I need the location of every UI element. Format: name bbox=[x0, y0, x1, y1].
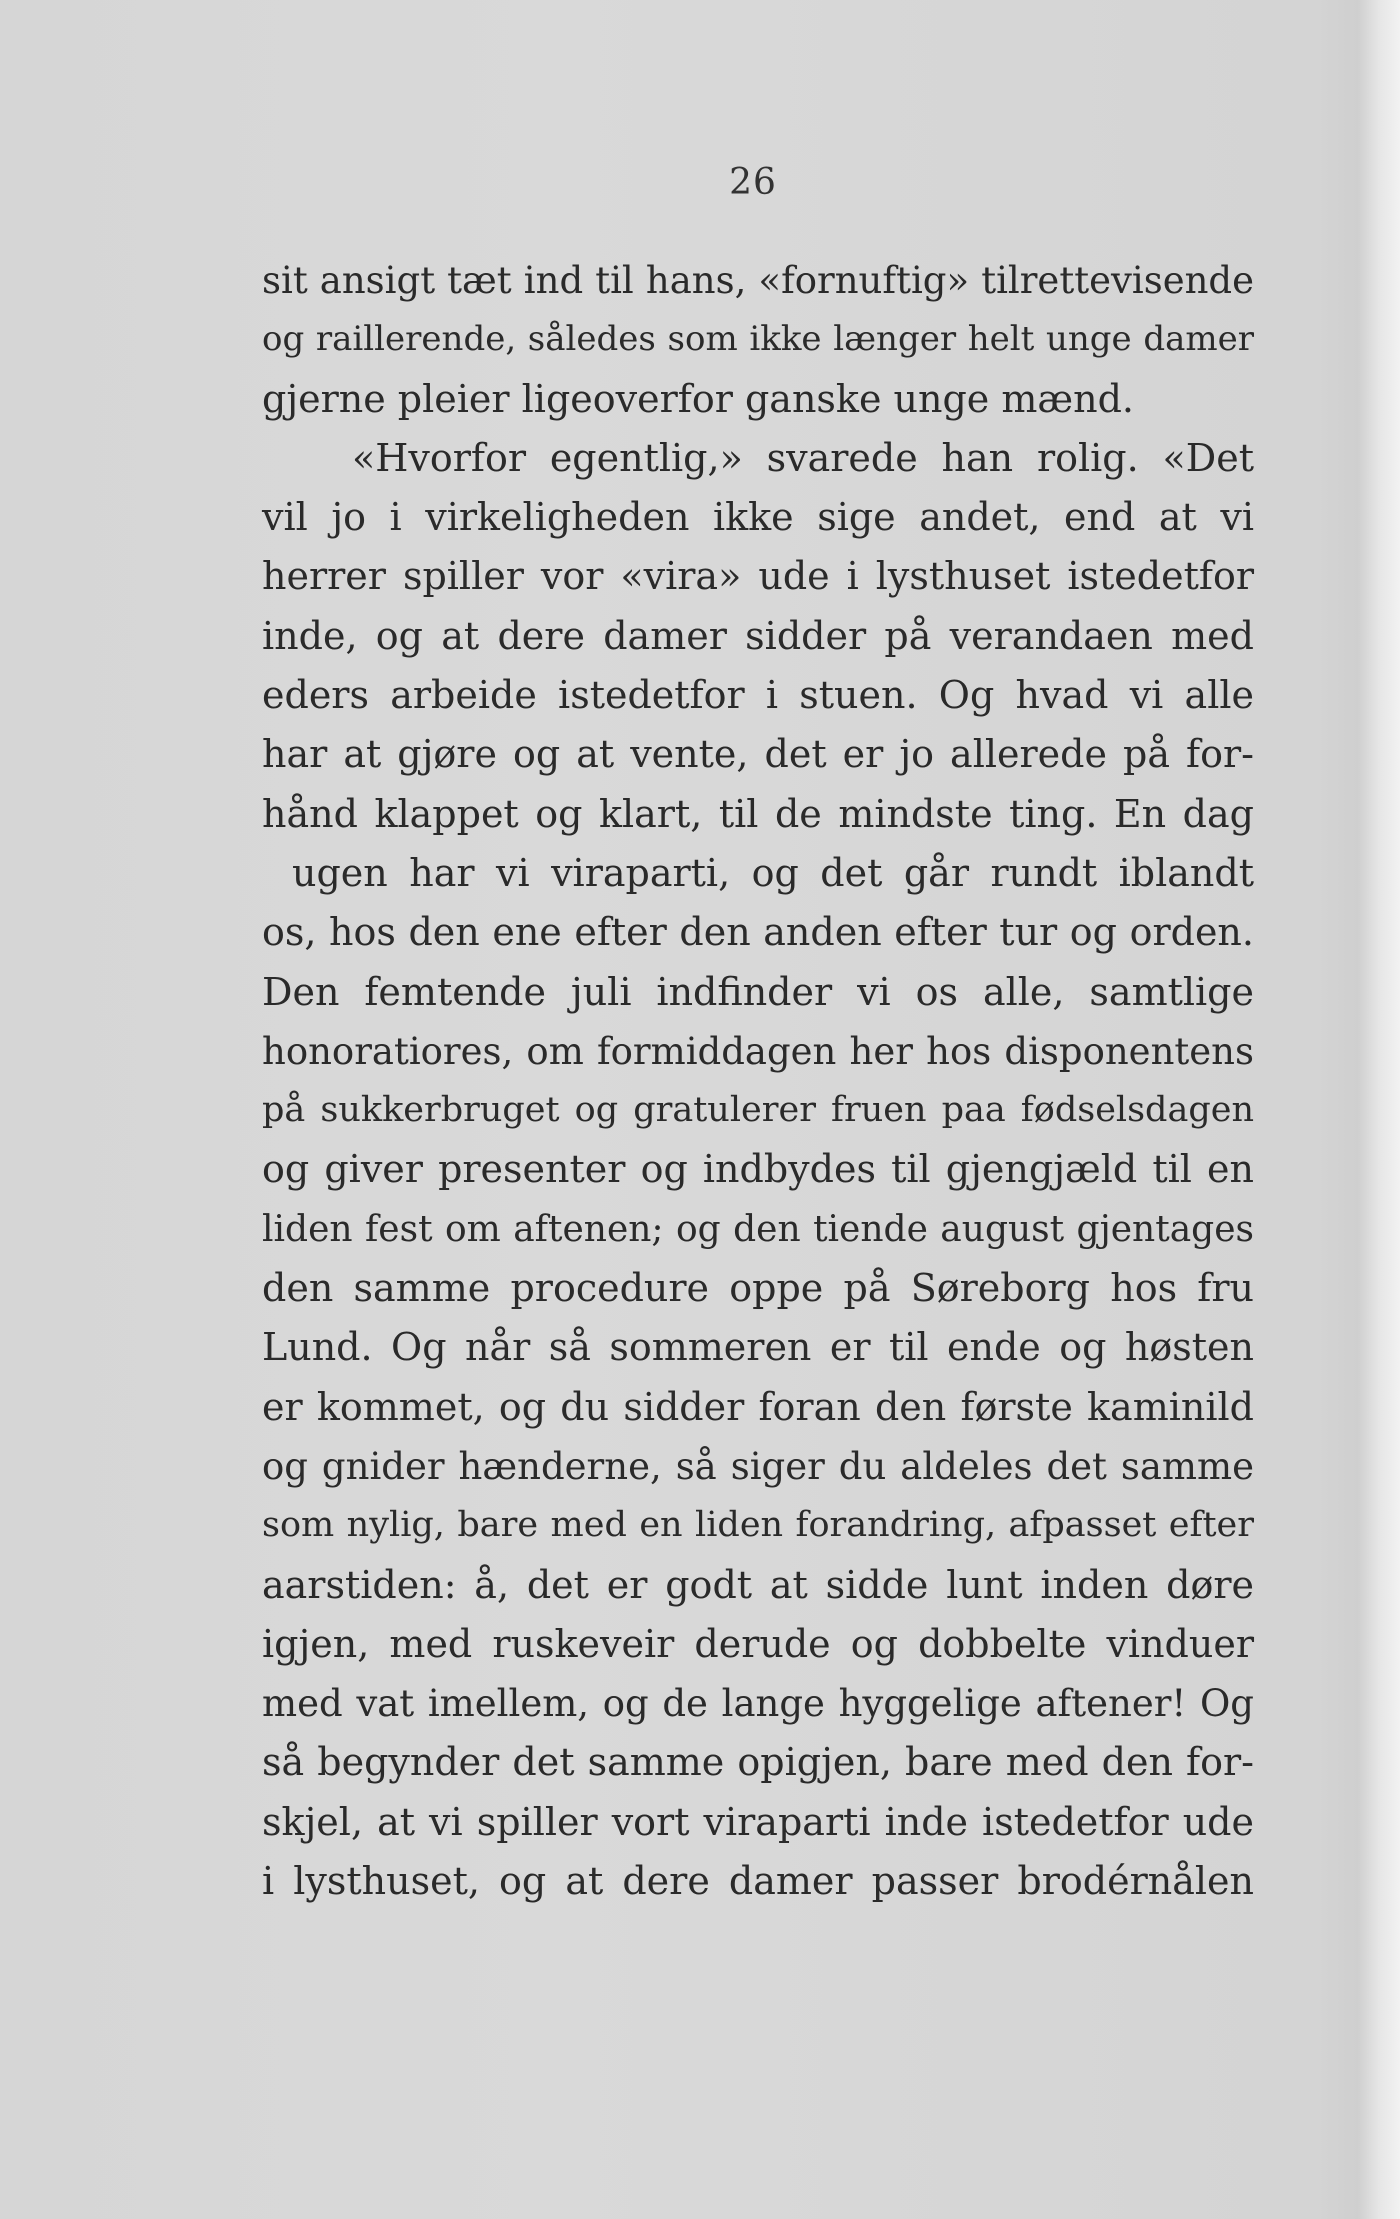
text-line: og raillerende, således som ikke længer helt unge damer bbox=[262, 319, 1254, 360]
text-line: herrer spiller vor «vira» ude i lysthuset istedetfor bbox=[262, 554, 1254, 599]
text-line: har at gjøre og at vente, det er jo allerede på for- bbox=[262, 732, 1254, 777]
text-line: gjerne pleier ligeoverfor ganske unge mænd. bbox=[262, 376, 1134, 421]
text-line: eders arbeide istedetfor i stuen. Og hvad vi alle bbox=[262, 673, 1254, 718]
text-line: «Hvorfor egentlig,» svarede han rolig. «Det bbox=[352, 435, 1254, 480]
page-number: 26 bbox=[729, 162, 777, 203]
text-line: i lysthuset, og at dere damer passer brodérnålen bbox=[262, 1859, 1254, 1904]
text-line: sit ansigt tæt ind til hans, «fornuftig» tilrettevisende bbox=[262, 259, 1254, 302]
text-line: igjen, med ruskeveir derude og dobbelte vinduer bbox=[262, 1621, 1254, 1666]
text-line: og giver presenter og indbydes til gjengjæld til en bbox=[262, 1147, 1254, 1192]
text-line: liden fest om aftenen; og den tiende august gjentages bbox=[262, 1208, 1254, 1250]
text-line: Den femtende juli indfinder vi os alle, samtlige bbox=[262, 969, 1254, 1014]
text-line: den samme procedure oppe på Søreborg hos fru bbox=[262, 1266, 1254, 1311]
text-line: vil jo i virkeligheden ikke sige andet, end at vi bbox=[262, 495, 1254, 540]
text-line: med vat imellem, og de lange hyggelige aftener! Og bbox=[262, 1682, 1254, 1726]
text-line: og gnider hænderne, så siger du aldeles det samme bbox=[262, 1444, 1254, 1488]
text-line: hånd klappet og klart, til de mindste ting. En dag bbox=[262, 791, 1254, 836]
text-line: er kommet, og du sidder foran den første kaminild bbox=[262, 1384, 1254, 1429]
text-line: honoratiores, om formiddagen her hos disponentens bbox=[262, 1029, 1254, 1073]
text-line: os, hos den ene efter den anden efter tur og orden. bbox=[262, 910, 1254, 955]
text-line: aarstiden: å, det er godt at sidde lunt inden døre bbox=[262, 1562, 1254, 1607]
text-line: så begynder det samme opigjen, bare med den for- bbox=[262, 1740, 1254, 1785]
text-line: inde, og at dere damer sidder på verandaen med bbox=[262, 613, 1254, 658]
text-line: ugen har vi viraparti, og det går rundt iblandt bbox=[292, 850, 1254, 895]
body-text bbox=[262, 251, 1254, 1911]
text-line: Lund. Og når så sommeren er til ende og høsten bbox=[262, 1325, 1254, 1370]
text-line: skjel, at vi spiller vort viraparti inde istedetfor ude bbox=[262, 1799, 1254, 1844]
text-line: på sukkerbruget og gratulerer fruen paa fødselsdagen bbox=[262, 1090, 1254, 1131]
text-line: som nylig, bare med en liden forandring, afpasset efter bbox=[262, 1505, 1254, 1546]
